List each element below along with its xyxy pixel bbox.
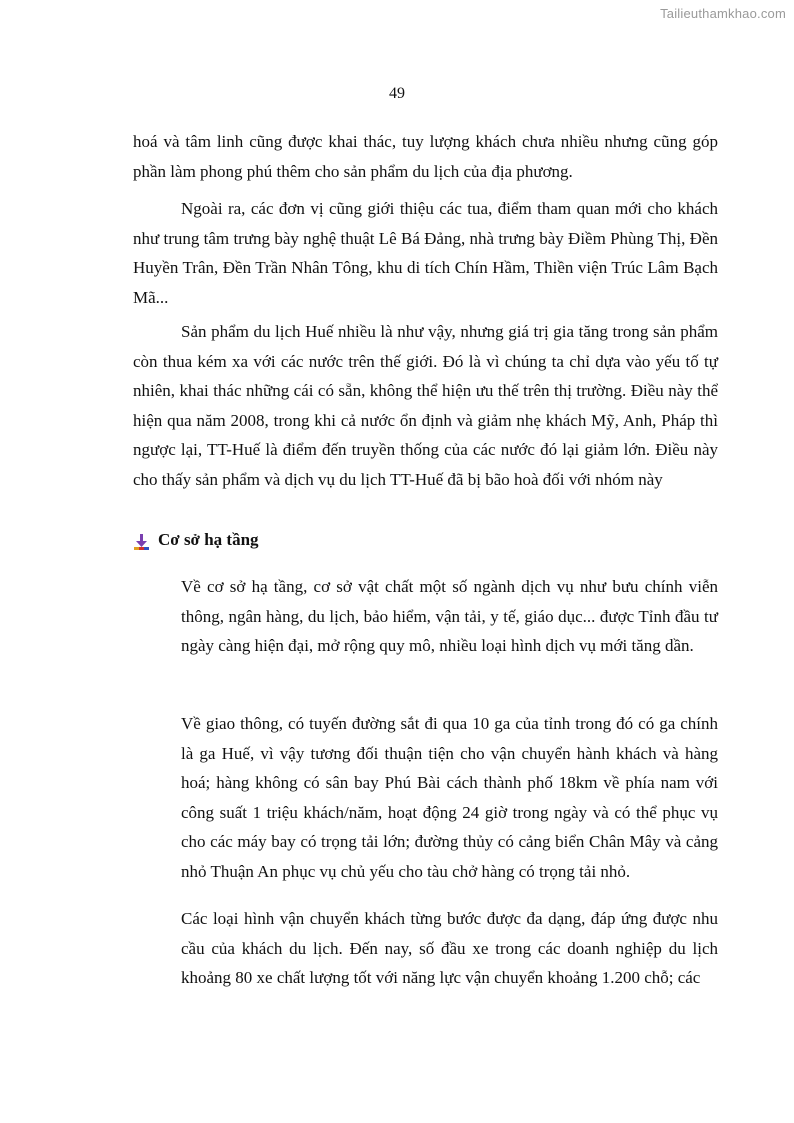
paragraph-transport: Về giao thông, có tuyến đường sắt đi qua 10 ga của tỉnh trong đó có ga chính là ga Huế, vì vậy tương đối thuận tiện cho vận chuyển hành khách và hàng hoá; hàng không có sân bay Phú Bài cách thành phố 18km về phía nam với công suất 1 triệu khách/năm, hoạt động 24 giờ trong ngày và có thể phục vụ cho các máy bay có trọng tải lớn; đường thủy có cảng biển Chân Mây và cảng nhỏ Thuận An phục vụ chủ yếu cho tàu chở hàng có trọng tải nhỏ. — [181, 714, 718, 881]
colored-arrow-bullet-icon — [133, 532, 150, 549]
section-heading-label: Cơ sở hạ tầng — [158, 530, 259, 549]
paragraph-infrastructure: Về cơ sở hạ tầng, cơ sở vật chất một số ngành dịch vụ như bưu chính viễn thông, ngân hàng, du lịch, bảo hiểm, vận tải, y tế, giáo dục... được Tỉnh đầu tư ngày càng hiện đại, mở rộng quy mô, nhiều loại hình dịch vụ mới tăng dần. — [181, 577, 718, 655]
paragraph-continuation: hoá và tâm linh cũng được khai thác, tuy lượng khách chưa nhiều nhưng cũng góp phần làm phong phú thêm cho sản phẩm du lịch của địa phương. — [133, 132, 718, 181]
watermark: Tailieuthamkhao.com — [660, 6, 786, 21]
section-heading — [133, 527, 259, 553]
page-number: 49 — [389, 85, 405, 102]
paragraph-passenger-transport: Các loại hình vận chuyển khách từng bước được đa dạng, đáp ứng được nhu cầu của khách du lịch. Đến nay, số đầu xe trong các doanh nghiệp du lịch khoảng 80 xe chất lượng tốt với năng lực vận chuyển khoảng 1.200 chỗ; các — [181, 909, 718, 987]
paragraph-tourism-products: Sản phẩm du lịch Huế nhiều là như vậy, nhưng giá trị gia tăng trong sản phẩm còn thua kém xa với các nước trên thế giới. Đó là vì chúng ta chỉ dựa vào yếu tố tự nhiên, khai thác những cái có sẵn, không thể hiện ưu thế trên thị trường. Điều này thể hiện qua năm 2008, trong khi cả nước ổn định và giảm nhẹ khách Mỹ, Anh, Pháp thì ngược lại, TT-Huế là điểm đến truyền thống của các nước đó lại giảm lớn. Điều này cho thấy sản phẩm và dịch vụ du lịch TT-Huế đã bị bão hoà đối với nhóm này — [133, 322, 718, 489]
paragraph-new-tours: Ngoài ra, các đơn vị cũng giới thiệu các tua, điểm tham quan mới cho khách như trung tâm trưng bày nghệ thuật Lê Bá Đảng, nhà trưng bày Điềm Phùng Thị, Đền Huyền Trân, Đền Trần Nhân Tông, khu di tích Chín Hầm, Thiền viện Trúc Lâm Bạch Mã... — [133, 199, 718, 307]
